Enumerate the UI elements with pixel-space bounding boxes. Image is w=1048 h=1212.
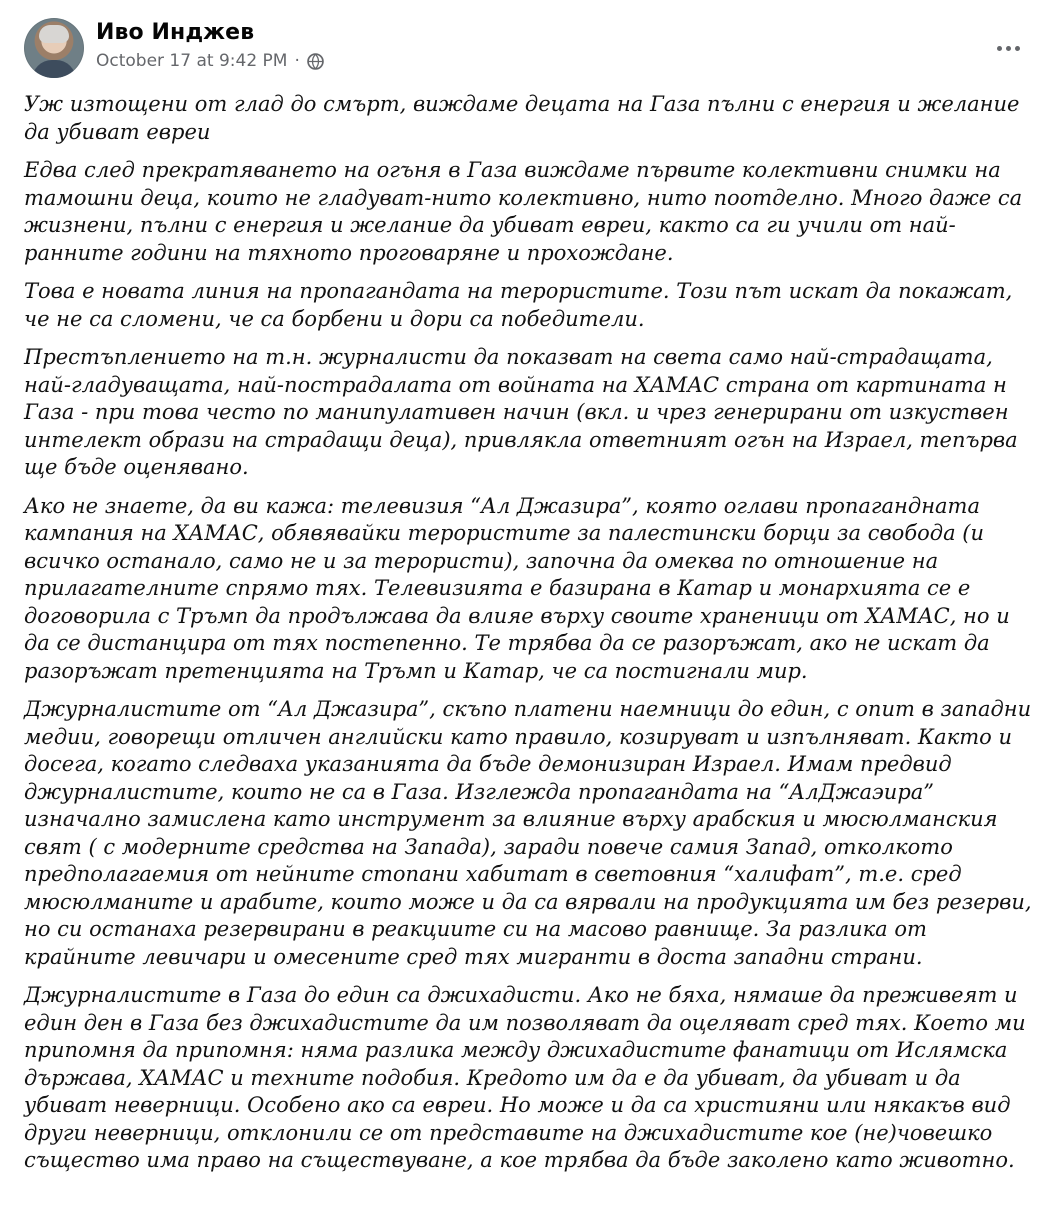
post-paragraph: Уж изтощени от глад до смърт, виждаме децата на Газа пълни с енергия и желание да убиват евреи	[24, 92, 1020, 144]
post-meta	[96, 49, 324, 73]
avatar-shirt	[32, 60, 76, 78]
globe-icon[interactable]	[307, 53, 324, 70]
bottom-fade	[0, 1202, 1048, 1212]
more-dot-icon	[997, 46, 1002, 51]
post-paragraph: Джурналистите от “Ал Джазира”, скъпо платени наемници до един, с опит в западни медии, говорещи отличен английски като правило, козируват и изпълняват. Както и досега, когато следваха указанията да бъде демонизиран Израел. Имам предвид джурналистите, които не са в Газа. Изглежда пропагандата на “АлДжаэира” изначално замислена като инструмент за влияние върху арабския и мюсюлманския свят ( с модерните средства на Запада), заради повече самия Запад, отколкото предполагаемия от нейните стопани хабитат в световния “халифат”, т.е. сред мюсюлманите и арабите, които може и да са вярвали на продукцията им без резерви, но си останаха резервирани в реакциите си на масово равнище. За разлика от крайните левичари и омесените сред тях мигранти в доста западни страни.	[24, 697, 1032, 969]
author-name[interactable]: Иво Инджев	[96, 20, 255, 45]
post-paragraph: Това е новата линия на пропагандата на терористите. Този път искат да покажат, че не са сломени, че са борбени и дори са победители.	[24, 279, 1013, 331]
more-options-button[interactable]	[988, 30, 1028, 66]
post-header	[24, 18, 1028, 82]
post-paragraph: Едва след прекратяването на огъня в Газа виждаме първите колективни снимки на тамошни деца, които не гладуват-нито колективно, нито поотделно. Много даже са жизнени, пълни с енергия и желание да убиват евреи, както са ги учили от най-ранните години на тяхното проговаряне и прохождане.	[24, 158, 1023, 265]
author-avatar[interactable]	[24, 18, 84, 78]
post-text	[24, 91, 1032, 1186]
post-paragraph: Ако не знаете, да ви кажа: телевизия “Ал Джазира”, която оглави пропагандната кампания на ХАМАС, обявявайки терористите за палестински борци за свобода (и всичко останало, само не и за терористи), започна да омеква по отношение на прилагателните спрямо тях. Телевизията е базирана в Катар и монархията се е договорила с Тръмп да продължава да влияе върху своите храненици от ХАМАС, но и да се дистанцира от тях постепенно. Те трябва да се разоръжат, ако не искат да разоръжат претенцията на Тръмп и Катар, че са постигнали мир.	[24, 493, 1010, 683]
post-paragraph: Джурналистите в Газа до един са джихадисти. Ако не бяха, нямаше да преживеят и един ден в Газа без джихадистите да им позволяват да оцеляват сред тях. Което ми припомня да припомня: няма разлика между джихадистите фанатици от Ислямска държава, ХАМАС и техните подобия. Кредото им да е да убиват, да убиват и да убиват неверници. Особено ако са евреи. Но може и да са християни или някакъв вид други неверници, отклонили се от представите на джихадистите кое (не)човешко същество има право на съществуване, а кое трябва да бъде заколено като животно.	[24, 983, 1026, 1172]
more-dot-icon	[1015, 46, 1020, 51]
meta-separator: ·	[294, 51, 300, 71]
post-paragraph: Престъплението на т.н. журналисти да показват на света само най-страдащата, най-гладуващата, най-пострадалата от войната на ХАМАС страна от картината н Газа - при това често по манипулативен начин (вкл. и чрез генерирани от изкуствен интелект образи на страдащи деца), привлякла ответният огън на Израел, тепърва ще бъде оценявано.	[24, 345, 1018, 479]
post-date[interactable]: October 17 at 9:42 PM	[96, 51, 288, 71]
more-dot-icon	[1006, 46, 1011, 51]
avatar-hair	[39, 25, 69, 43]
